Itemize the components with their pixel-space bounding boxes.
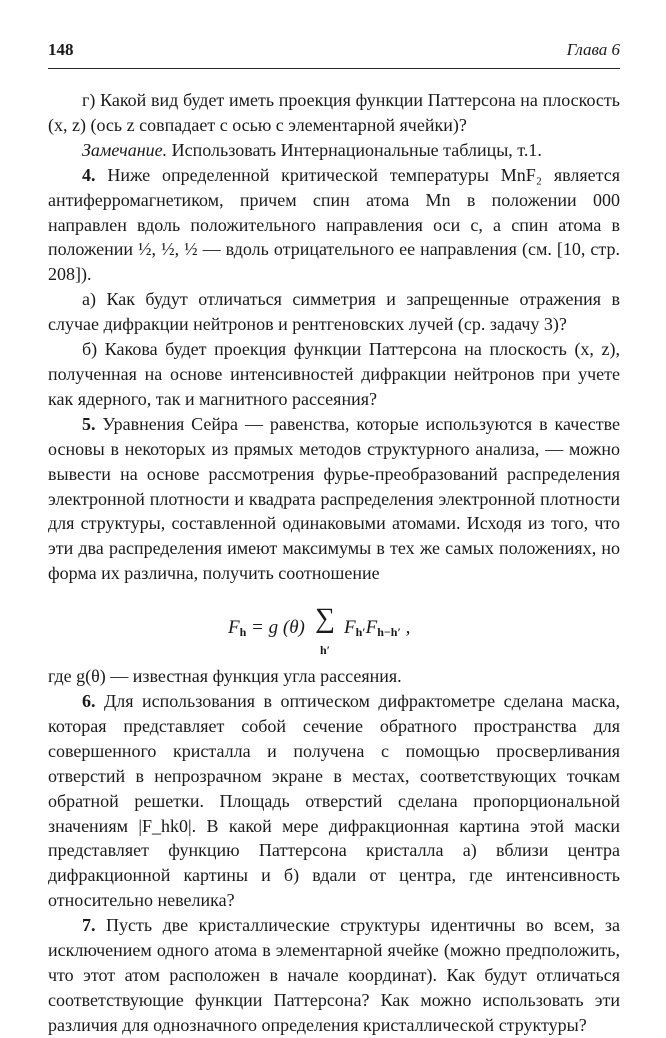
problem-5-after: где g(θ) — известная функция угла рассеяния. [48,666,402,687]
problem-3g: г) Какой вид будет иметь проекция функции Паттерсона на плоскость (x, z) (ось z совпадает с осью c элементарной ячейки)? [48,90,620,135]
problem-6-number: 6. [82,691,96,712]
problem-7-text: Пусть две кристаллические структуры идентичны во всем, за исключением одного атома в элементарной ячейке (можно предположить, что этот атом расположен в начале координат). Как будут отличаться соответствующие функции Паттерсона? Как можно использовать эти различия для однозначного определения кристаллической структуры? [48,915,620,1035]
sayre-equation [48,598,620,656]
page-number: 148 [48,40,74,59]
problem-4 [48,163,620,288]
problem-5 [48,412,620,586]
problem-4a: а) Как будут отличаться симметрия и запрещенные отражения в случае дифракции нейтронов и рентгеновских лучей (ср. задачу 3)? [48,289,620,335]
problem-5-text: Уравнения Сейра — равенства, которые используются в качестве основы в некоторых из прямых методов структурного анализа, — можно вывести на основе рассмотрения фурье-преобразований распределения электронной плотности и квадрата распределения электронной плотности для структуры, составленной одинаковыми атомами. Исходя из того, что эти два распределения имеют максимумы в тех же самых положениях, но форма их различна, получить соотношение [48,413,620,584]
remark-label: Замечание. [82,139,168,160]
page-header [48,40,620,66]
header-rule [48,68,620,69]
problem-4-text: Ниже определенной критической температуры MnF₂ является антиферромагнетиком, причем спин атома Mn в положении 000 направлен вдоль положительного направления оси c, а спин атома в положении ½, ½, ½ — вдоль отрицательного ее направления (см. [10, стр. 208]). [48,164,620,285]
problem-4b: б) Какова будет проекция функции Паттерсона на плоскость (x, z), полученная на основе интенсивностей дифракции нейтронов при учете как ядерного, так и магнитного рассеяния? [48,339,620,409]
problem-5-number: 5. [82,413,96,434]
problem-6-text: Для использования в оптическом дифрактометре сделана маска, которая представляет собой сечение обратного пространства для совершенного кристалла и получена с помощью просверливания отверстий в непрозрачном экране в местах, соответствующих точкам обратной решетки. Площадь отверстий сделана пропорциональной значениям |F_hk0|. В какой мере дифракционная картина этой маски представляет функцию Паттерсона кристалла а) вблизи центра дифракционной картины и б) вдали от центра, где интенсивность относительно невелика? [48,691,620,911]
formula-left: Fh = g (θ) [228,617,305,640]
problem-6 [48,689,620,913]
remark-text: Использовать Интернациональные таблицы, т.1. [167,139,542,160]
problem-7 [48,913,620,1038]
remark [48,138,620,163]
summation-index: h′ [320,643,331,658]
formula-right: Fh′Fh−h′ , [344,617,411,640]
problem-7-number: 7. [82,915,96,936]
problem-4-number: 4. [82,164,96,185]
page-body [48,88,620,1038]
chapter-title: Глава 6 [566,40,620,59]
summation-sign: ∑ [315,603,335,635]
